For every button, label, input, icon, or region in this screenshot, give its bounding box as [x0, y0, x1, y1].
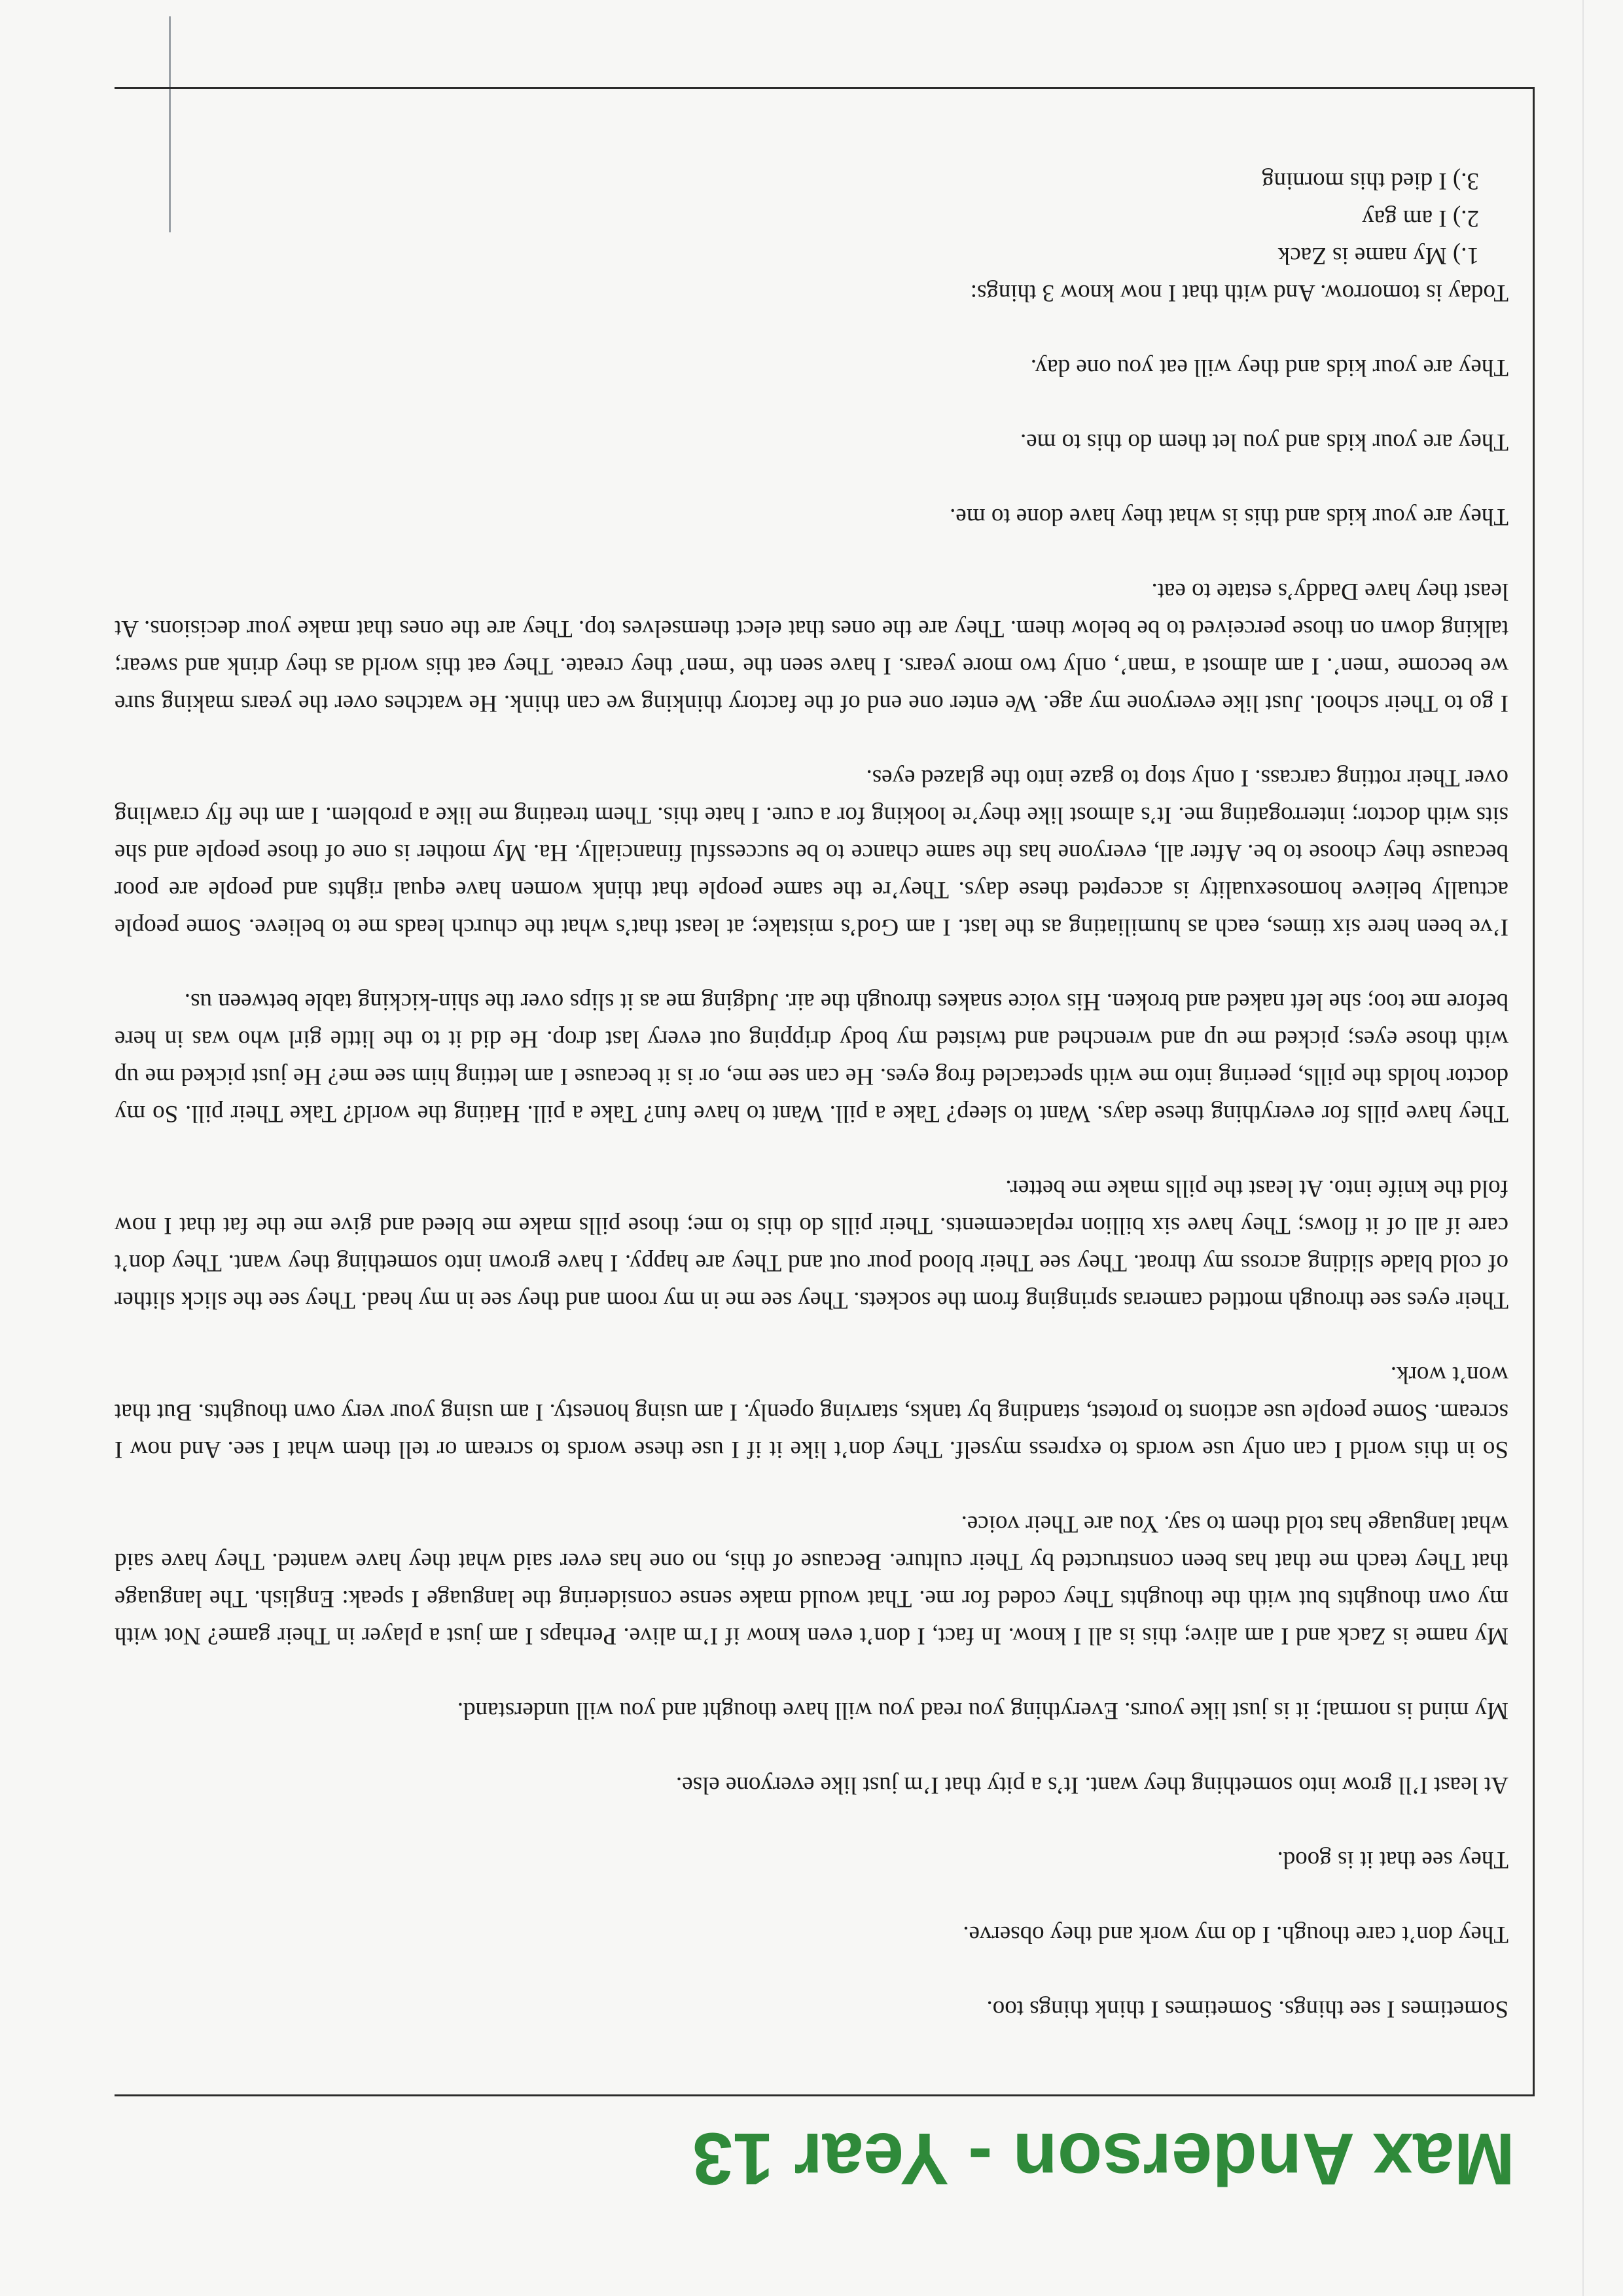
paragraph: I’ve been here six times, each as humiliating as the last. I am God’s mistake; at least that’s what the church leads me to believe. Some people actually believe homosexuality is accepted these days. They’re the same people that think women have equal rights and people are poor because they choose to be. After all, everyone has the same chance to be successful financially. Ha. My mother is one of those people and she sits with doctor; interrogating me. It’s almost like they’re looking for a cure. I hate this. Them treating me like a problem. I am the fly crawling over Their rotting carcass. I only stop to gaze into the glazed eyes.	[115, 764, 1508, 941]
closing-intro: Today is tomorrow. And with that I now know 3 things:	[970, 279, 1508, 306]
paragraph: I go to Their school. Just like everyone my age. We enter one end of the factory thinking we can think. He watches over the years making sure we become ‘men’. I am almost a ‘man’, only two more years. I have seen the ‘men’ they create. They eat this world as they drink and swear; talking down on those perceived to be below them. They are the ones that elect themselves top. They are the ones that make your decisions. At least they have Daddy’s estate to eat.	[115, 578, 1508, 717]
paragraph: They have pills for everything these days. Want to sleep? Take a pill. Want to have fun? Take a pill. Hating the world? Take Their pill. So my doctor holds the pills, peering into me with spectacled frog eyes. He can see me, or is it because I am letting him see me? He just picked me up with those eyes; picked me up and wrenched and twisted my body dripping out every last drop. He did it to the little girl who was in here before me too; she left naked and broken. His voice snakes through the air. Judging me as it slips over the shin-kicking table between us.	[115, 988, 1508, 1127]
paragraph: Their eyes see through mottled cameras springing from the sockets. They see me in my room and they see in my head. They see the slick slither of cold blade sliding across my throat. They see Their blood pour out and They are happy. I have grown into something they want. They don’t care if all of it flows; They have six billion replacements. Their pills do this to me; those pills make me bleed and give me the fat that I now fold the knife into. At least the pills make me better.	[115, 1175, 1508, 1314]
paragraph: My mind is normal; it is just like yours. Everything you read you will have thought and you will understand.	[457, 1697, 1508, 1724]
paragraph: They don’t care though. I do my work and they observe.	[963, 1921, 1508, 1948]
list-item: 3.) I died this morning	[1262, 168, 1479, 194]
paragraph: They are your kids and they will eat you one day.	[1030, 354, 1508, 381]
list-item: 1.) My name is Zack	[1277, 242, 1479, 269]
page-title: Max Anderson - Year 13	[692, 2118, 1515, 2200]
paragraph: They see that it is good.	[1277, 1846, 1508, 1873]
list-item: 2.) I am gay	[1362, 205, 1479, 232]
paragraph: So in this world I can only use words to express myself. They don’t like it if I use these words to scream or tell them what I see. And now I scream. Some people use actions to protest, standing by tanks, starving openly. I am using honesty. I am using your very own thoughts. But that won’t work.	[115, 1361, 1508, 1463]
paragraph: My name is Zack and I am alive; this is all I know. In fact, I don’t even know if I’m alive. Perhaps I am just a player in Their game? Not with my own thoughts but with the thoughts They coded for me. That would make sense considering the language I speak: English. The language that They teach me that has been constructed by Their culture. Because of this, no one has ever said what they have wanted. They have said what language has told them to say. You are Their voice.	[115, 1511, 1508, 1649]
paragraph: They are your kids and this is what they have done to me.	[950, 503, 1508, 530]
closing-list	[115, 162, 1479, 274]
paragraph: They are your kids and you let them do this to me.	[1020, 429, 1508, 456]
paragraph: At least I’ll grow into something they want. It’s a pity that I’m just like everyone else.	[675, 1772, 1508, 1799]
paragraph: Sometimes I see things. Sometimes I think things too.	[986, 1996, 1508, 2022]
story-body	[115, 162, 1508, 2028]
